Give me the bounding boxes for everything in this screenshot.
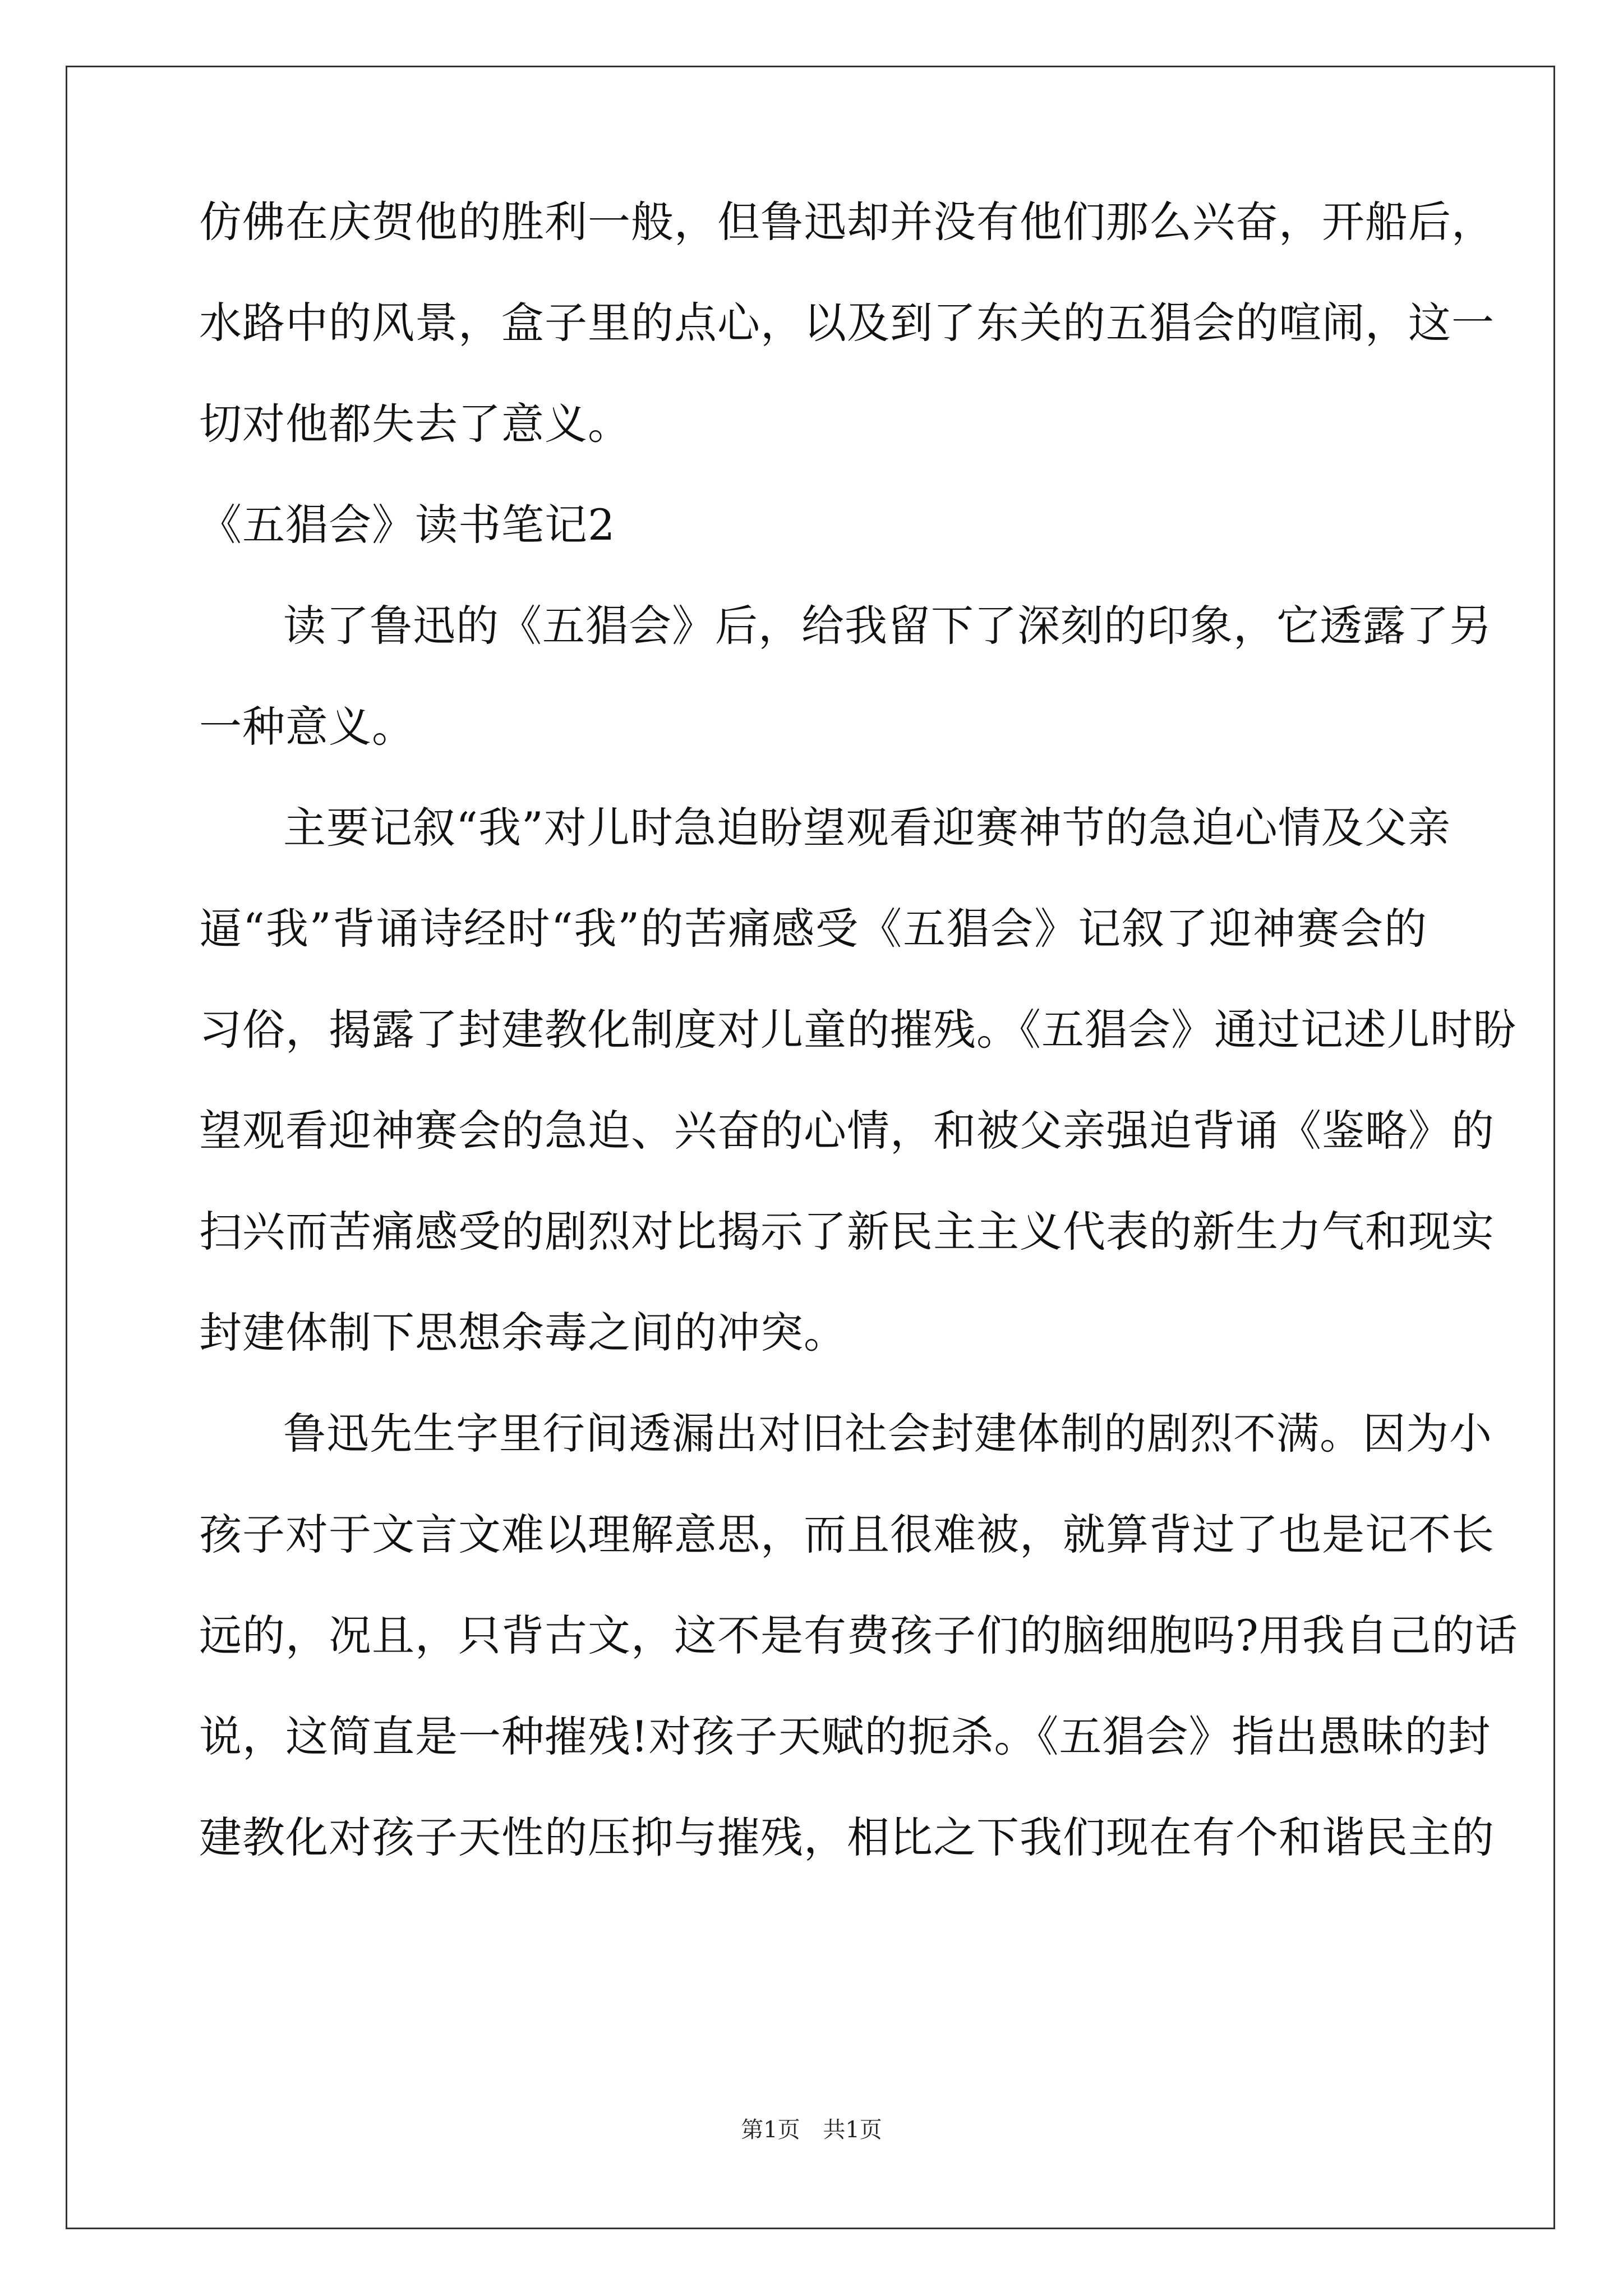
text-line: 望观看迎神赛会的急迫、兴奋的心情，和被父亲强迫背诵《鉴略》的: [199, 1106, 1495, 1156]
text-line: 扫兴而苦痛感受的剧烈对比揭示了新民主主义代表的新生力气和现实: [199, 1207, 1495, 1257]
text-line: 逼“我”背诵诗经时“我”的苦痛感受《五猖会》记叙了迎神赛会的: [199, 904, 1427, 954]
text-line: 仿佛在庆贺他的胜利一般，但鲁迅却并没有他们那么兴奋，开船后，: [199, 197, 1495, 247]
text-line: 鲁迅先生字里行间透漏出对旧社会封建体制的剧烈不满。因为小: [283, 1409, 1492, 1458]
text-line: 远的，况且，只背古文，这不是有费孩子们的脑细胞吗?用我自己的话: [199, 1611, 1518, 1660]
text-line: 说，这简直是一种摧残!对孩子天赋的扼杀。《五猖会》指出愚昧的封: [199, 1711, 1491, 1761]
text-line: 水路中的风景，盒子里的点心，以及到了东关的五猖会的喧闹，这一: [199, 298, 1495, 348]
text-line: 一种意义。: [199, 702, 415, 752]
text-line: 建教化对孩子天性的压抑与摧残，相比之下我们现在有个和谐民主的: [199, 1812, 1495, 1862]
text-line: 习俗，揭露了封建教化制度对儿童的摧残。《五猖会》通过记述儿时盼: [199, 1005, 1516, 1055]
page-total: 共1页: [823, 2117, 882, 2143]
section-heading: 《五猖会》读书笔记2: [199, 500, 616, 550]
text-line: 孩子对于文言文难以理解意思，而且很难被，就算背过了也是记不长: [199, 1510, 1495, 1559]
text-line: 主要记叙“我”对儿时急迫盼望观看迎赛神节的急迫心情及父亲: [283, 803, 1451, 853]
page-number: 第1页: [741, 2117, 800, 2143]
text-line: 切对他都失去了意义。: [199, 399, 631, 449]
text-line: 封建体制下思想余毒之间的冲突。: [199, 1308, 847, 1358]
page-footer: [0, 2116, 1623, 2144]
text-line: 读了鲁迅的《五猖会》后，给我留下了深刻的印象，它透露了另: [283, 601, 1492, 651]
